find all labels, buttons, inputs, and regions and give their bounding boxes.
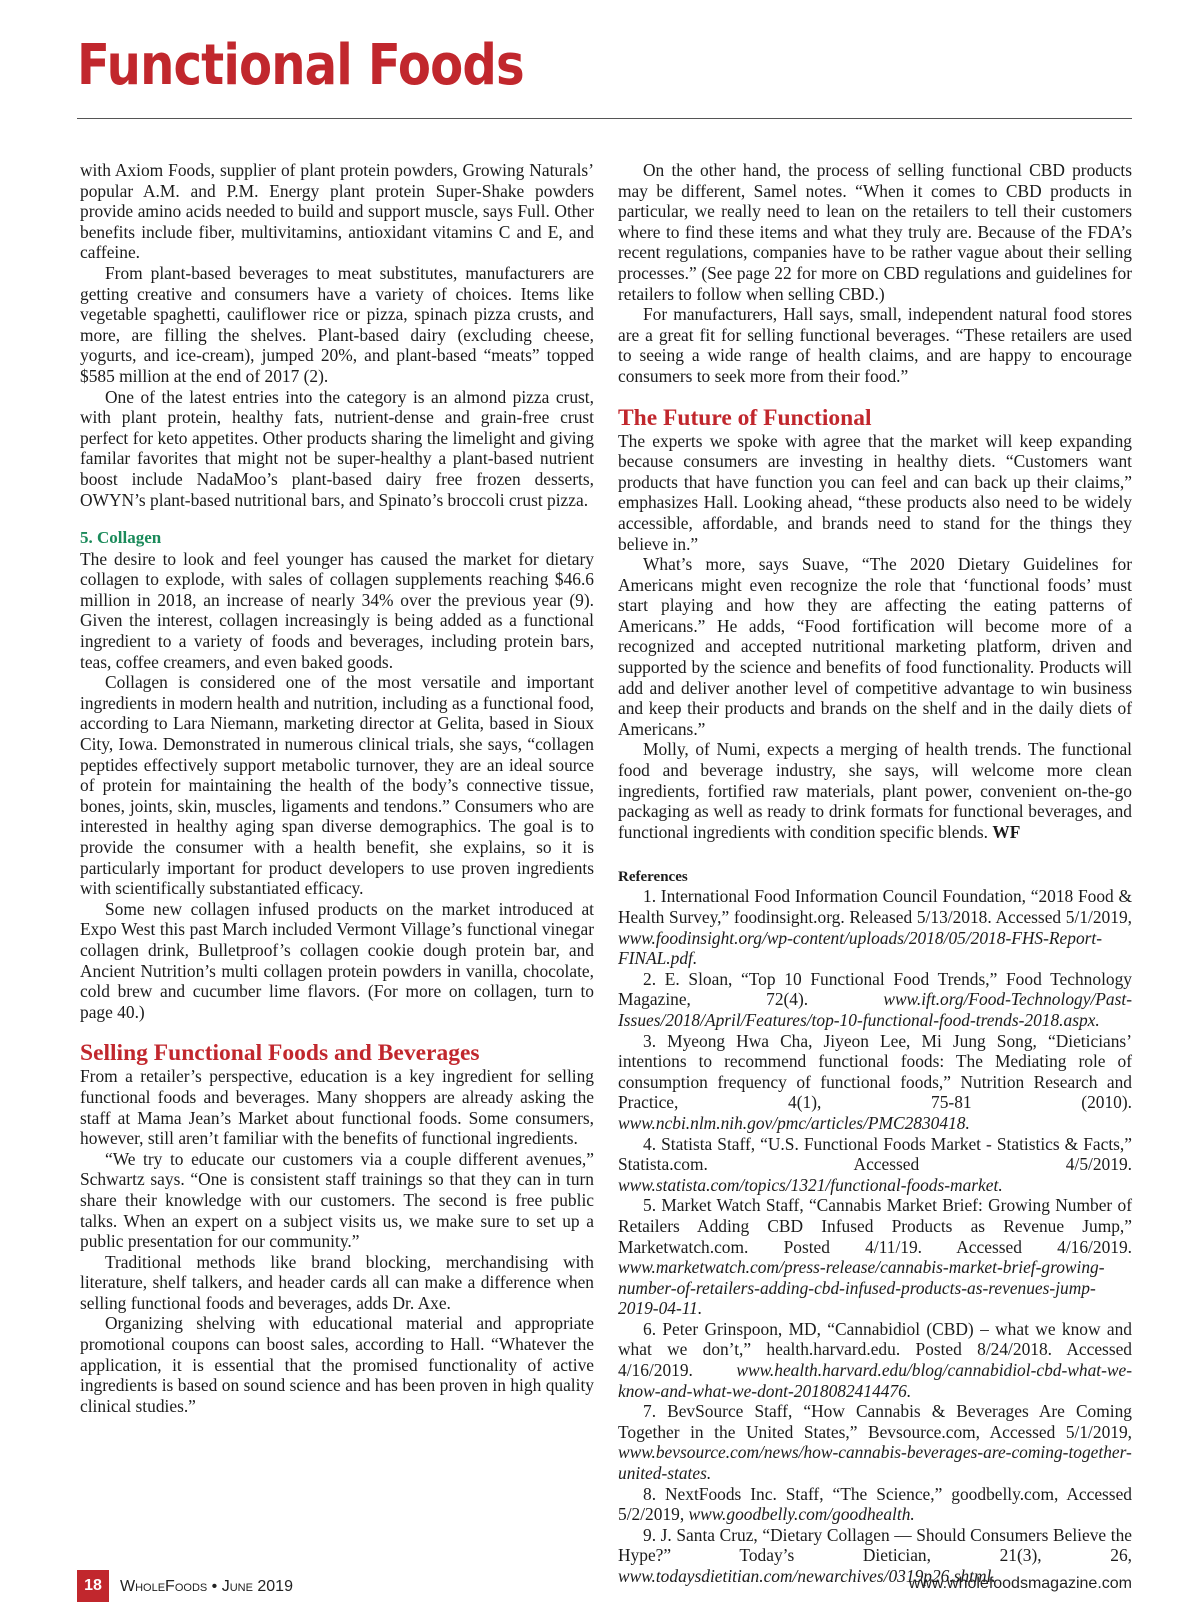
paragraph: What’s more, says Suave, “The 2020 Dietary Guidelines for Americans might even recognize the role that ‘functional foods’ must start playing and how they are affecting the eating patterns of Americans.” He adds, “Food fortification will become more of a recognized and accepted nutritional marketing platform, driven and supported by the science and benefits of food functionality. Products will add and deliver another level of competitive advantage to win business and keep their products and brands on the shelf and in the daily diets of Americans.” (618, 554, 1132, 739)
paragraph: For manufacturers, Hall says, small, independent natural food stores are a great fit for selling functional beverages. “These retailers are used to seeing a wide range of health claims, and are happy to encourage consumers to seek more from their food.” (618, 304, 1132, 386)
reference-link[interactable]: www.ncbi.nlm.nih.gov/pmc/articles/PMC2830418. (618, 1112, 970, 1133)
paragraph-text: Molly, of Numi, expects a merging of health trends. The functional food and beverage industry, she says, will welcome more clean ingredients, fortified raw materials, plant power, convenient on-the-go packaging as well as ready to drink formats for functional beverages, and functional ingredients with condition specific blends. (618, 739, 1132, 842)
paragraph: From plant-based beverages to meat substitutes, manufacturers are getting creative and consumers have a variety of choices. Items like vegetable spaghetti, cauliflower rice or pizza, spinach pizza crusts, and more, are filling the shelves. Plant-based dairy (excluding cheese, yogurts, and ice-cream), jumped 20%, and plant-based “meats” topped $585 million at the end of 2017 (2). (80, 262, 594, 386)
reference-link[interactable]: www.foodinsight.org/wp-content/uploads/2018/05/2018-FHS-Report-FINAL.pdf. (618, 927, 1103, 969)
paragraph: Collagen is considered one of the most versatile and important ingredients in modern health and nutrition, including as a functional food, according to Lara Niemann, marketing director at Gelita, based in Sioux City, Iowa. Demonstrated in numerous clinical trials, she says, “collagen peptides effectively support metabolic turnover, they are an ideal source of protein for maintaining the health of the body’s connective tissue, bones, joints, skin, muscles, ligaments and tendons.” Consumers who are interested in healthy aging span diverse demographics. The goal is to provide the consumer with a health benefit, she explains, so it is particularly important for product developers to use proven ingredients with scientifically substantiated efficacy. (80, 672, 594, 899)
paragraph: The desire to look and feel younger has caused the market for dietary collagen to explode, with sales of collagen supplements reaching $46.6 million in 2018, an increase of nearly 34% over the previous year (9). Given the interest, collagen increasingly is being added as a functional ingredient to a variety of foods and beverages, including protein bars, teas, coffee creamers, and even baked goods. (80, 548, 594, 672)
section-title: Functional Foods (77, 33, 524, 98)
publication-line: WholeFoods • June 2019 (120, 1578, 293, 1595)
paragraph: One of the latest entries into the category is an almond pizza crust, with plant protein, healthy fats, nutrient-dense and grain-free crust perfect for keto appetites. Other products sharing the limelight and giving familar favorites that might not be super-healthy a plant-based nutrient boost include NadaMoo’s plant-based dairy free frozen desserts, OWYN’s plant-based nutritional bars, and Spinato’s broccoli crust pizza. (80, 386, 594, 510)
paragraph: Traditional methods like brand blocking, merchandising with literature, shelf talkers, and header cards all can make a difference when selling functional foods and beverages, adds Dr. Axe. (80, 1251, 594, 1313)
reference-item: 1. International Food Information Council Foundation, “2018 Food & Health Survey,” foodinsight.org. Released 5/13/2018. Accessed 5/1/2019, www.foodinsight.org/wp-content/uploads/2018/05/2018-FHS-Report-FINAL.pdf. (618, 886, 1132, 969)
reference-link[interactable]: www.health.harvard.edu/blog/cannabidiol-cbd-what-we-know-and-what-we-dont-2018082414476. (618, 1360, 1132, 1401)
header-rule (77, 118, 1132, 119)
reference-item: 9. J. Santa Cruz, “Dietary Collagen — Should Consumers Believe the Hype?” Today’s Dietician, 21(3), 26, www.todaysdietitian.com/newarchives/0319p26.shtml. (618, 1524, 1132, 1586)
reference-item: 3. Myeong Hwa Cha, Jiyeon Lee, Mi Jung Song, “Dieticians’ intentions to recommend functional foods: The Mediating role of consumption frequency of functional foods,” Nutrition Research and Practice, 4(1), 75-81 (2010). www.ncbi.nlm.nih.gov/pmc/articles/PMC2830418. (618, 1030, 1132, 1133)
reference-link[interactable]: www.goodbelly.com/goodhealth. (688, 1504, 915, 1525)
reference-item: 5. Market Watch Staff, “Cannabis Market Brief: Growing Number of Retailers Adding CBD Infused Products as Revenue Jump,” Marketwatch.com. Posted 4/11/19. Accessed 4/16/2019. www.marketwatch.com/press-release/cannabis-market-brief-growing-number-of-retailers-adding-cbd-infused-products-as-revenues-jump-2019-04-11. (618, 1195, 1132, 1319)
reference-item: 6. Peter Grinspoon, MD, “Cannabidiol (CBD) – what we know and what we don’t,” health.harvard.edu. Posted 8/24/2018. Accessed 4/16/2019. www.health.harvard.edu/blog/cannabidiol-cbd-what-we-know-and-what-we-dont-2018082414476. (618, 1318, 1132, 1401)
paragraph: Organizing shelving with educational material and appropriate promotional coupons can boost sales, according to Hall. “Whatever the application, it is essential that the promised functionality of active ingredients is based on sound science and has been proven in high quality clinical studies.” (80, 1313, 594, 1416)
reference-item: 2. E. Sloan, “Top 10 Functional Food Trends,” Food Technology Magazine, 72(4). www.ift.org/Food-Technology/Past-Issues/2018/April/Features/top-10-functional-food-trends-2018.aspx. (618, 968, 1132, 1030)
reference-link[interactable]: www.statista.com/topics/1321/functional-foods-market. (618, 1174, 1003, 1195)
references-heading: References (618, 869, 688, 886)
paragraph: with Axiom Foods, supplier of plant protein powders, Growing Naturals’ popular A.M. and P.M. Energy plant protein Super-Shake powders provide amino acids needed to build and support muscle, says Full. Other benefits include fiber, multivitamins, antioxidant vitamins C and E, and caffeine. (80, 160, 594, 263)
reference-link[interactable]: www.todaysdietitian.com/newarchives/0319p26.shtml. (618, 1566, 996, 1586)
paragraph: On the other hand, the process of selling functional CBD products may be different, Samel notes. “When it comes to CBD products in particular, we really need to lean on the retailers to tell their customers where to find these items and what they truly are. Because of the FDA’s recent regulations, companies have to be rather vague about their selling processes.” (See page 22 for more on CBD regulations and guidelines for retailers to follow when selling CBD.) (618, 160, 1132, 304)
website-link[interactable]: www.wholefoodsmagazine.com (908, 1575, 1132, 1592)
paragraph: From a retailer’s perspective, education is a key ingredient for selling functional foods and beverages. Many shoppers are already asking the staff at Mama Jean’s Market about functional foods. Some consumers, however, still aren’t familiar with the benefits of functional ingredients. (80, 1066, 594, 1149)
paragraph (618, 739, 1132, 842)
right-column (618, 160, 1132, 1587)
paragraph: Some new collagen infused products on the market introduced at Expo West this past March included Vermont Village’s functional vinegar collagen drink, Bulletproof’s collagen cookie dough protein bar, and Ancient Nutrition’s multi collagen protein powders in vanilla, chocolate, cold brew and cucumber lime flavors. (For more on collagen, turn to page 40.) (80, 898, 594, 1022)
reference-item: 4. Statista Staff, “U.S. Functional Foods Market - Statistics & Facts,” Statista.com. Accessed 4/5/2019. www.statista.com/topics/1321/functional-foods-market. (618, 1133, 1132, 1195)
collagen-heading: 5. Collagen (80, 528, 162, 548)
reference-link[interactable]: www.ift.org/Food-Technology/Past-Issues/2018/April/Features/top-10-functional-food-trends-2018.aspx. (618, 989, 1132, 1030)
future-heading: The Future of Functional (618, 404, 872, 431)
reference-link[interactable]: www.bevsource.com/news/how-cannabis-beverages-are-coming-together-united-states. (618, 1442, 1132, 1484)
paragraph: The experts we spoke with agree that the market will keep expanding because consumers are investing in healthy diets. “Customers want products that have function you can feel and can back up their claims,” emphasizes Hall. Looking ahead, “these products also need to be widely accessible, affordable, and brands need to stand for the things they believe in.” (618, 430, 1132, 554)
reference-item: 7. BevSource Staff, “How Cannabis & Beverages Are Coming Together in the United States,” Bevsource.com, Accessed 5/1/2019, www.bevsource.com/news/how-cannabis-beverages-are-coming-together-united-states. (618, 1401, 1132, 1484)
end-mark: WF (992, 821, 1021, 842)
reference-link[interactable]: www.marketwatch.com/press-release/cannabis-market-brief-growing-number-of-retailers-adding-cbd-infused-products-as-revenues-jump-2019-04-11. (618, 1257, 1105, 1319)
selling-heading: Selling Functional Foods and Beverages (80, 1040, 480, 1067)
paragraph: “We try to educate our customers via a couple different avenues,” Schwartz says. “One is consistent staff trainings so that they can in turn share their knowledge with our customers. The second is free public talks. When an expert on a subject visits us, we make sure to set up a public presentation for our community.” (80, 1148, 594, 1252)
page-number: 18 (77, 1570, 109, 1602)
left-column (80, 160, 594, 1416)
reference-item: 8. NextFoods Inc. Staff, “The Science,” goodbelly.com, Accessed 5/2/2019, www.goodbelly.com/goodhealth. (618, 1483, 1132, 1525)
